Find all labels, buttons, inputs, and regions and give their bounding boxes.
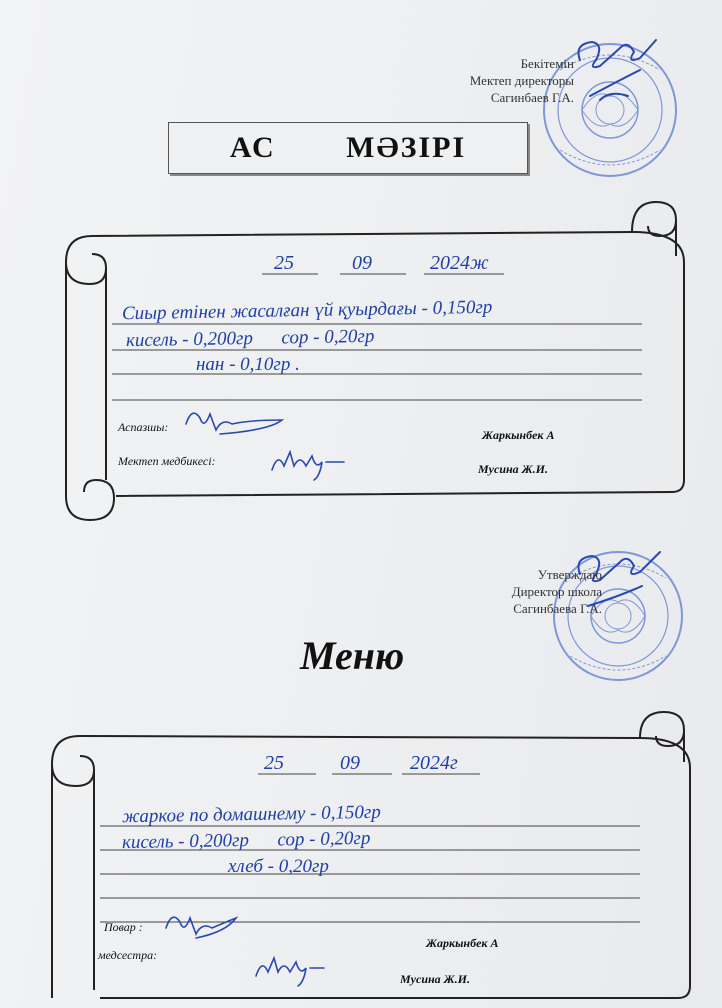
approval-line: Директор школа xyxy=(511,584,602,599)
date-year-kz: 2024ж xyxy=(430,252,489,274)
date-year-ru: 2024г xyxy=(410,752,458,774)
date-day-kz: 25 xyxy=(274,252,294,274)
approval-line: Утверждаю xyxy=(537,567,602,582)
date-day-ru: 25 xyxy=(264,752,284,774)
date-month-ru: 09 xyxy=(340,752,360,774)
date-month-kz: 09 xyxy=(352,252,372,274)
title-box-kz xyxy=(168,122,528,174)
cook-label-kz: Аспазшы: xyxy=(118,420,169,434)
menu-item-kz: нан - 0,10гр . xyxy=(196,354,300,375)
nurse-name-ru: Мусина Ж.И. xyxy=(400,972,471,986)
cook-name-kz: Жаркынбек А xyxy=(482,428,555,442)
cook-label-ru: Повар : xyxy=(104,920,143,934)
approval-block-kz xyxy=(470,55,574,106)
menu-item-ru: кисель - 0,200гр сор - 0,20гр xyxy=(121,827,371,854)
cook-signature-ru xyxy=(166,917,236,938)
page-title-kz: АС МӘЗІРІ xyxy=(229,131,467,164)
cook-signature-kz xyxy=(186,413,282,434)
cook-name-ru: Жаркынбек А xyxy=(426,936,499,950)
menu-item-ru: жаркое по домашнему - 0,150гр xyxy=(121,801,381,828)
nurse-signature-kz xyxy=(272,452,344,480)
menu-item-kz: Сиыр етінен жасалған үй қуырдағы - 0,150гр xyxy=(121,296,493,325)
nurse-name-kz: Мусина Ж.И. xyxy=(478,462,549,476)
page-title-ru: Меню xyxy=(300,633,405,678)
approval-line: Мектеп директоры xyxy=(469,73,574,88)
approval-line: Сагинбаев Г.А. xyxy=(490,90,574,105)
menu-item-ru: хлеб - 0,20гр xyxy=(228,856,329,877)
nurse-label-kz: Мектеп медбикесі: xyxy=(118,454,216,468)
approval-line: Сагинбаева Г.А. xyxy=(513,601,602,616)
approval-block-ru xyxy=(512,566,602,617)
nurse-label-ru: медсестра: xyxy=(98,948,158,962)
scroll-frame-kz xyxy=(66,202,684,520)
nurse-signature-ru xyxy=(256,958,324,986)
menu-item-kz: кисель - 0,200гр сор - 0,20гр xyxy=(125,325,375,352)
approval-line: Бекітемін xyxy=(520,56,574,71)
